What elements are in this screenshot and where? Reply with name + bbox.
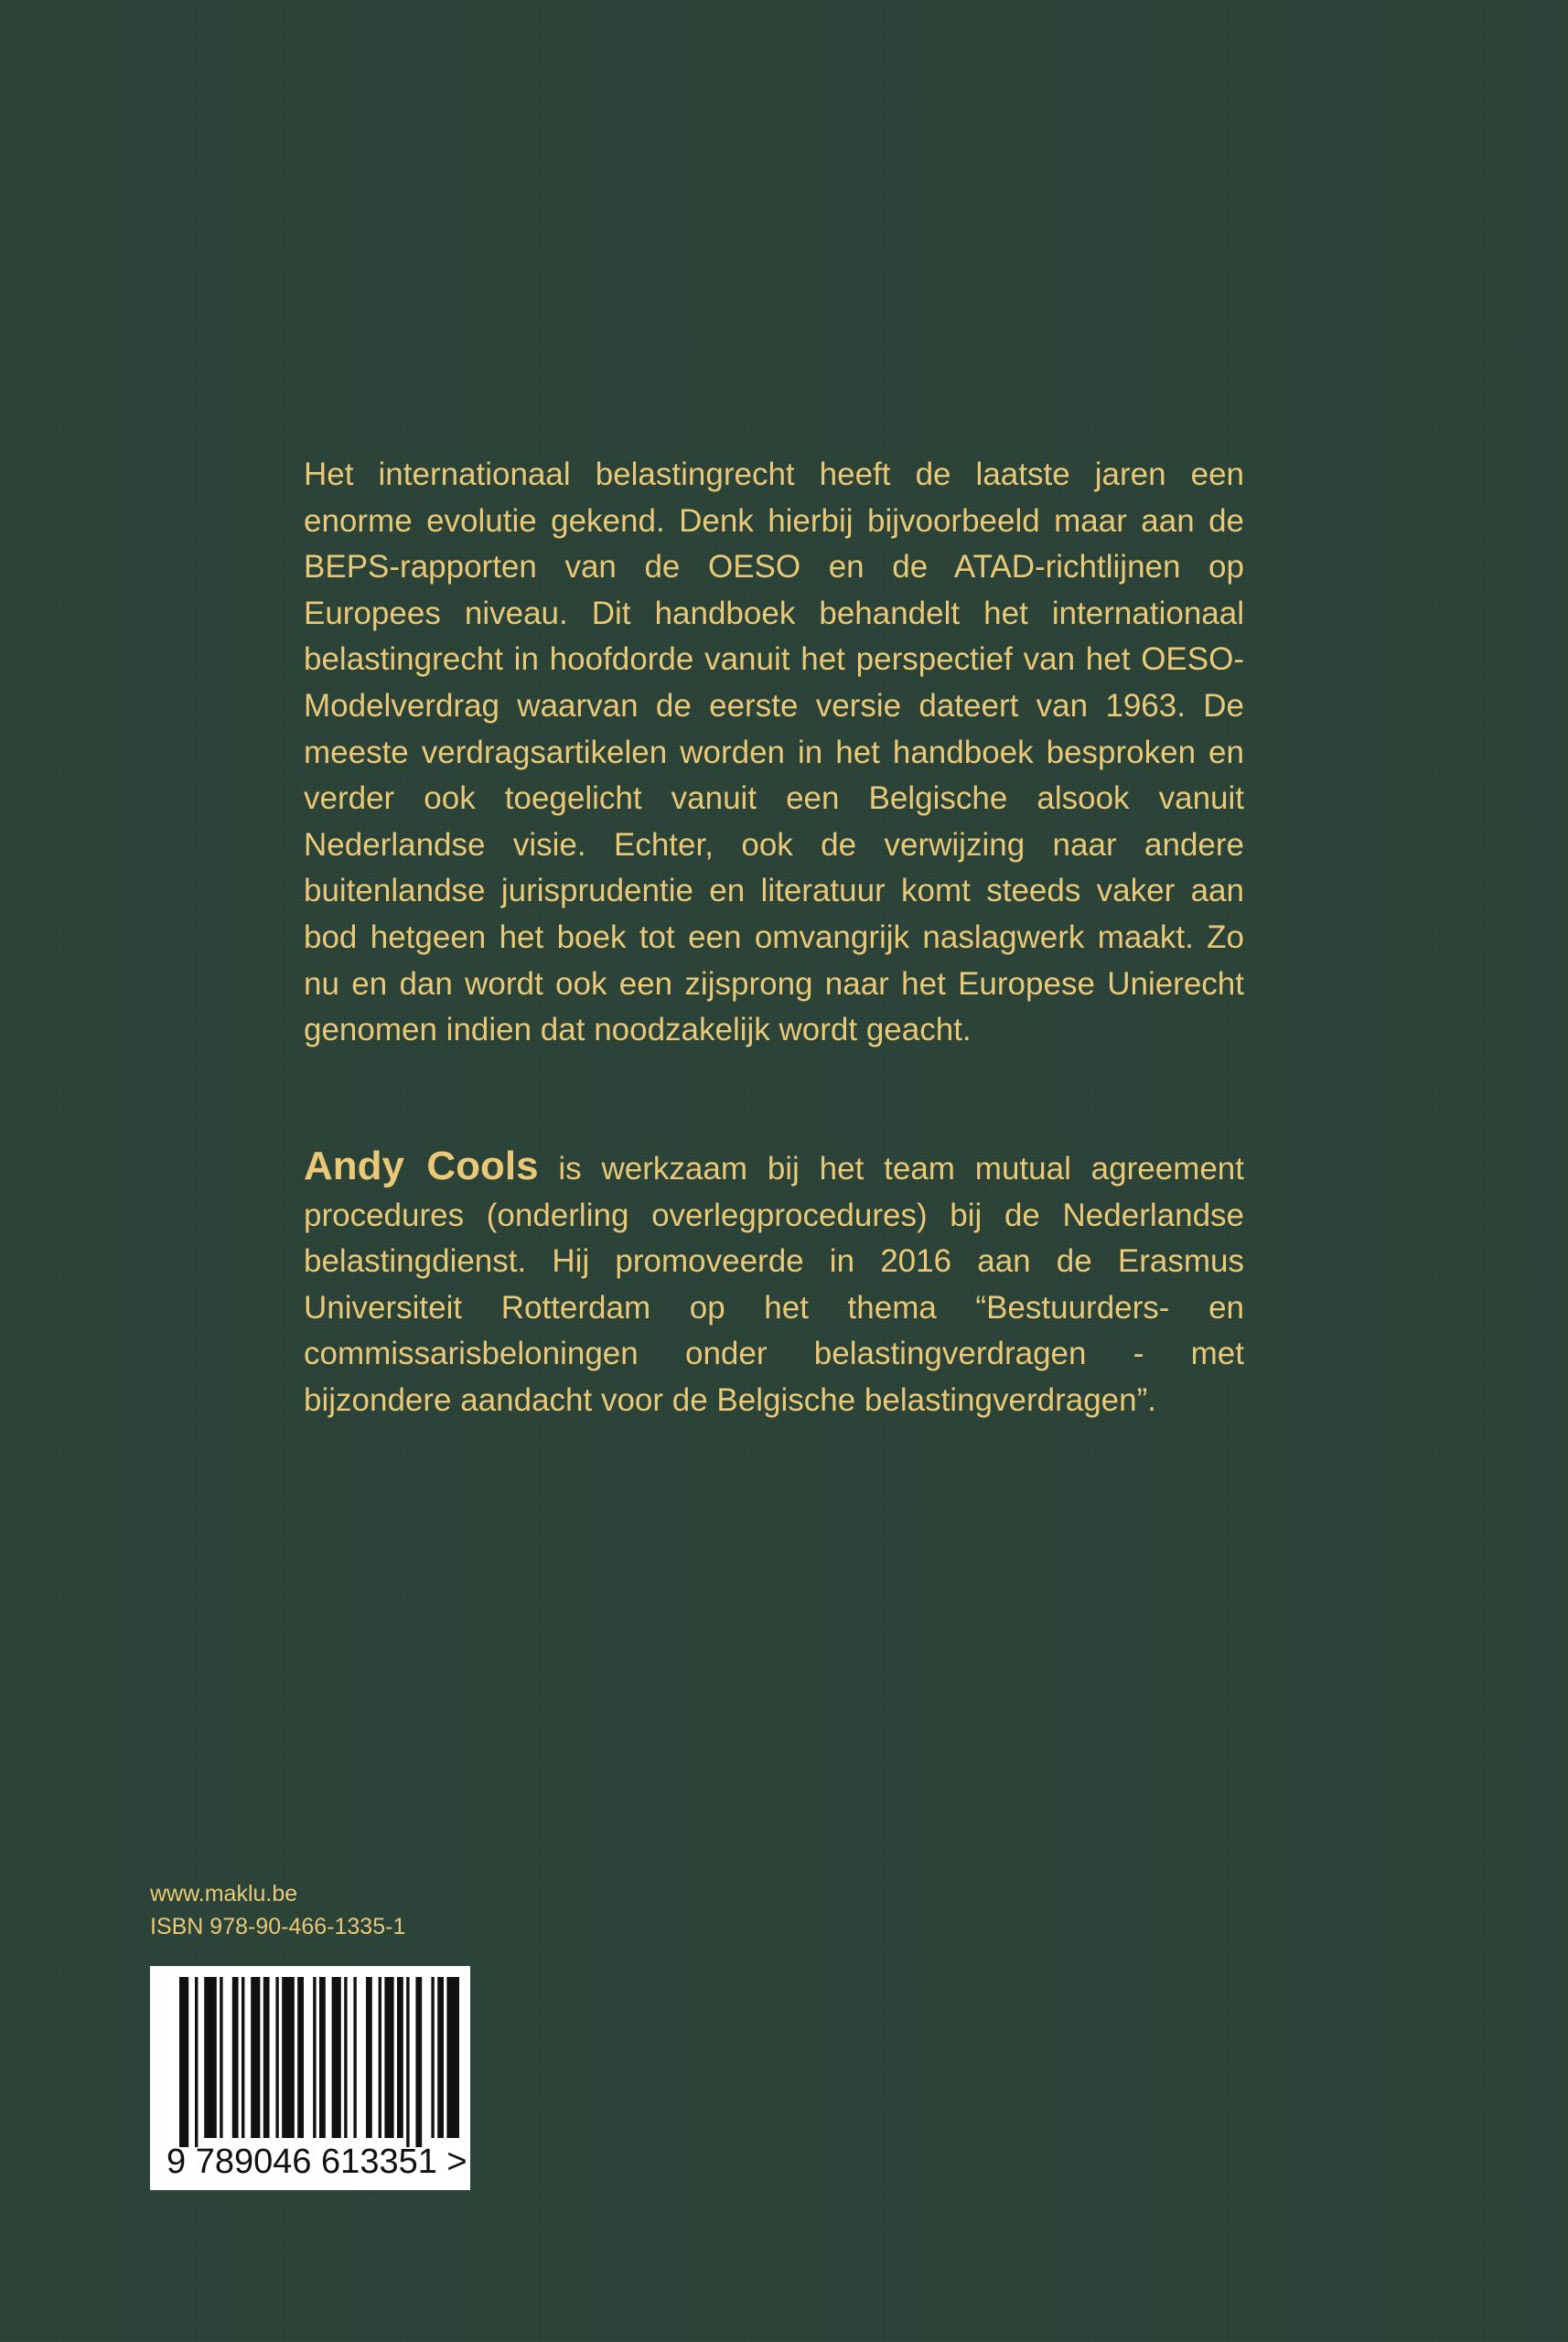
publisher-info xyxy=(150,1877,405,1943)
barcode-bar xyxy=(232,1977,239,2138)
barcode-bar xyxy=(195,1977,198,2147)
barcode-bar xyxy=(242,1977,244,2138)
barcode-bar xyxy=(220,1977,222,2138)
barcode-bar xyxy=(179,1977,188,2147)
barcode-bar xyxy=(344,1977,347,2138)
barcode-bar xyxy=(366,1977,372,2138)
barcode-bar xyxy=(297,1977,304,2138)
barcode-bar xyxy=(431,1977,434,2138)
isbn-label: ISBN 978-90-466-1335-1 xyxy=(150,1914,406,1939)
author-bio xyxy=(304,1144,1244,1424)
barcode-digits: 9 789046 613351 > xyxy=(166,2143,467,2181)
barcode-bar xyxy=(353,1977,356,2138)
barcode-bar xyxy=(251,1977,260,2138)
publisher-website: www.maklu.be xyxy=(150,1881,298,1907)
barcode-bar xyxy=(446,1977,459,2138)
barcode-bar xyxy=(406,1977,409,2147)
author-name: Andy Cools xyxy=(304,1144,539,1188)
blurb-text: Het internationaal belastingrecht heeft de laatste jaren een enorme evolutie gekend. Denk hierbij bijvoorbeeld maar aan de BEPS-rapporten van de OESO en de ATAD-richtlijnen op Europees niveau. Dit handboek behandelt het internationaal belastingrecht in hoofdorde vanuit het perspectief van het OESO-Modelverdrag waarvan de eerste versie dateert van 1963. De meeste verdragsartikelen worden in het handboek besproken en verder ook toegelicht vanuit een Belgische alsook vanuit Nederlandse visie. Echter, ook de verwijzing naar andere buitenlandse jurisprudentie en literatuur komt steeds vaker aan bod hetgeen het boek tot een omvangrijk naslagwerk maakt. Zo nu en dan wordt ook een zijsprong naar het Europese Unierecht genomen indien dat noodzakelijk wordt geacht. xyxy=(304,457,1244,1048)
isbn-barcode xyxy=(150,1966,470,2190)
barcode-bar xyxy=(204,1977,217,2138)
barcode-bar xyxy=(263,1977,270,2138)
barcode-bar xyxy=(437,1977,444,2138)
barcode-bar xyxy=(313,1977,316,2138)
barcode-bar xyxy=(397,1977,403,2138)
barcode-bar xyxy=(415,1977,422,2147)
barcode-bar xyxy=(379,1977,381,2138)
author-bio-text: is werkzaam bij het team mutual agreement procedures (onderling overlegprocedures) bij de Nederlandse belastingdienst. Hij promoveerde in 2016 aan de Erasmus Universiteit Rotterdam op het thema “Bestuurders- en commissarisbeloningen onder belastingverdragen - met bijzondere aandacht voor de Belgische belastingverdragen”. xyxy=(304,1151,1245,1418)
barcode-bar xyxy=(275,1977,278,2138)
barcode-bar xyxy=(384,1977,393,2138)
barcode-bar xyxy=(319,1977,326,2138)
barcode-bar xyxy=(282,1977,295,2138)
barcode-bar xyxy=(332,1977,341,2138)
